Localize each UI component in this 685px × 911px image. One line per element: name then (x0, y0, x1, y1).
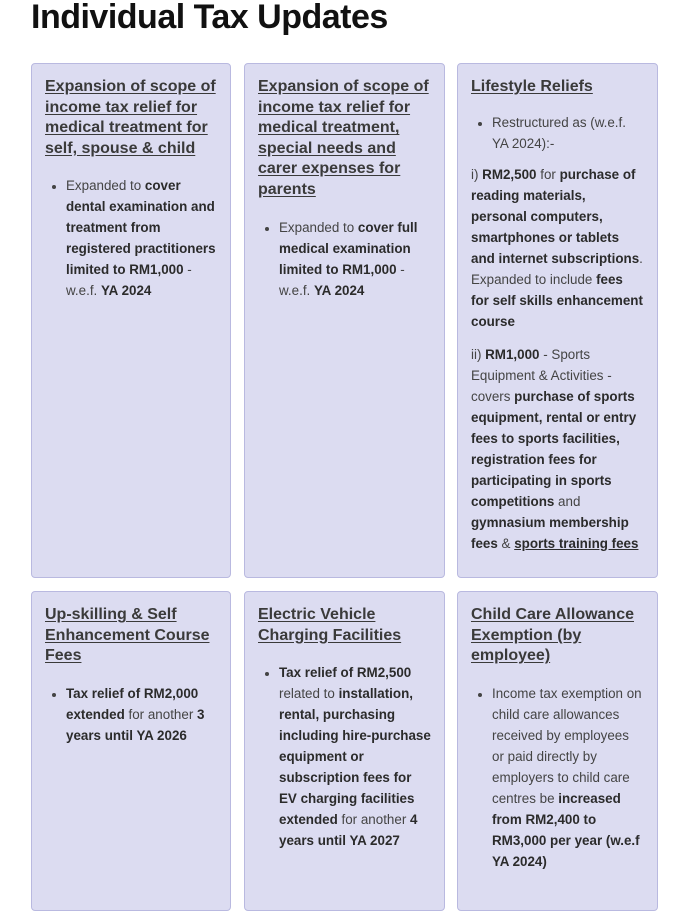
text: for another (124, 706, 198, 722)
text: - w.e.f. (279, 261, 405, 298)
card-ev-charging (244, 591, 445, 911)
bold-text: cover dental examination and treatment from registered practitioners limited to RM1,000 (66, 178, 216, 278)
text: for another (337, 812, 411, 828)
bullet-item (279, 217, 431, 301)
bullet-list (258, 662, 431, 851)
bold-text: YA 2024 (100, 283, 152, 299)
bold-text: increased from RM2,400 to RM3,000 per year (w.e.f YA 2024) (492, 790, 640, 869)
bold-text: RM1,000 (485, 346, 540, 362)
text: - Sports Equipment & Activities - covers (471, 346, 612, 404)
bold-text: 4 years until YA 2027 (279, 812, 418, 849)
bullet-list (471, 112, 644, 154)
card-medical-relief (31, 63, 231, 578)
bullet-item (492, 683, 644, 872)
card-lifestyle-reliefs (457, 63, 658, 578)
text: Expanded to (66, 178, 145, 194)
bold-text: installation, rental, purchasing including hire-purchase equipment or subscription fees for EV charging facilities extended (279, 686, 431, 828)
bold-text: fees for self skills enhancement course (471, 271, 643, 329)
card-parents-relief (244, 63, 445, 578)
text: & (497, 535, 515, 551)
bold-text: RM2,500 (482, 166, 537, 182)
bullet-list (258, 217, 431, 301)
bold-text: Tax relief of RM2,500 (279, 665, 412, 681)
bullet-list (471, 683, 644, 872)
card-title[interactable]: Electric Vehicle Charging Facilities (258, 606, 402, 644)
bold-text: purchase of sports equipment, rental or entry fees to sports facilities, registration fees for participating in sports competitions (471, 388, 637, 509)
paragraph-reading-materials (471, 164, 644, 332)
bold-text: cover full medical examination limited to RM1,000 (279, 219, 418, 277)
card-upskilling (31, 591, 231, 911)
bullet-item (66, 683, 217, 746)
text: . Expanded to include (471, 250, 643, 287)
text: and (554, 493, 581, 509)
page-title: Individual Tax Updates (31, 0, 388, 36)
text: related to (279, 686, 339, 702)
text: - w.e.f. (66, 262, 192, 299)
underlined-bold-text: sports training fees (514, 535, 639, 551)
bold-text: 3 years until YA 2026 (66, 706, 205, 743)
bold-text: YA 2024 (313, 282, 365, 298)
card-title[interactable]: Up-skilling & Self Enhancement Course Fees (45, 606, 210, 665)
text: ii) (471, 346, 486, 362)
bold-text: Tax relief of RM2,000 extended (66, 685, 199, 722)
card-title[interactable]: Expansion of scope of income tax relief for medical treatment, special needs and carer expenses for parents (258, 78, 429, 198)
card-title[interactable]: Lifestyle Reliefs (471, 78, 593, 95)
bullet-item (279, 662, 431, 851)
text: for (536, 166, 560, 182)
bullet-list (45, 175, 217, 301)
card-child-care (457, 591, 658, 911)
text: Income tax exemption on child care allowances received by employees or paid directly by employers to child care centres be (492, 685, 642, 806)
bullet-item: • Restructured as (w.e.f. YA 2024):- (492, 112, 644, 154)
bullet-list (45, 683, 217, 746)
card-title[interactable]: Child Care Allowance Exemption (by employee) (471, 606, 634, 665)
text: i) (471, 166, 483, 182)
bold-text: gymnasium membership fees (471, 514, 629, 551)
bullet-item (66, 175, 217, 301)
paragraph-sports (471, 344, 644, 554)
text: Expanded to (279, 219, 358, 235)
card-title[interactable]: Expansion of scope of income tax relief for medical treatment for self, spouse & child (45, 78, 216, 157)
bold-text: purchase of reading materials, personal computers, smartphones or tablets and internet subscriptions (471, 166, 640, 266)
